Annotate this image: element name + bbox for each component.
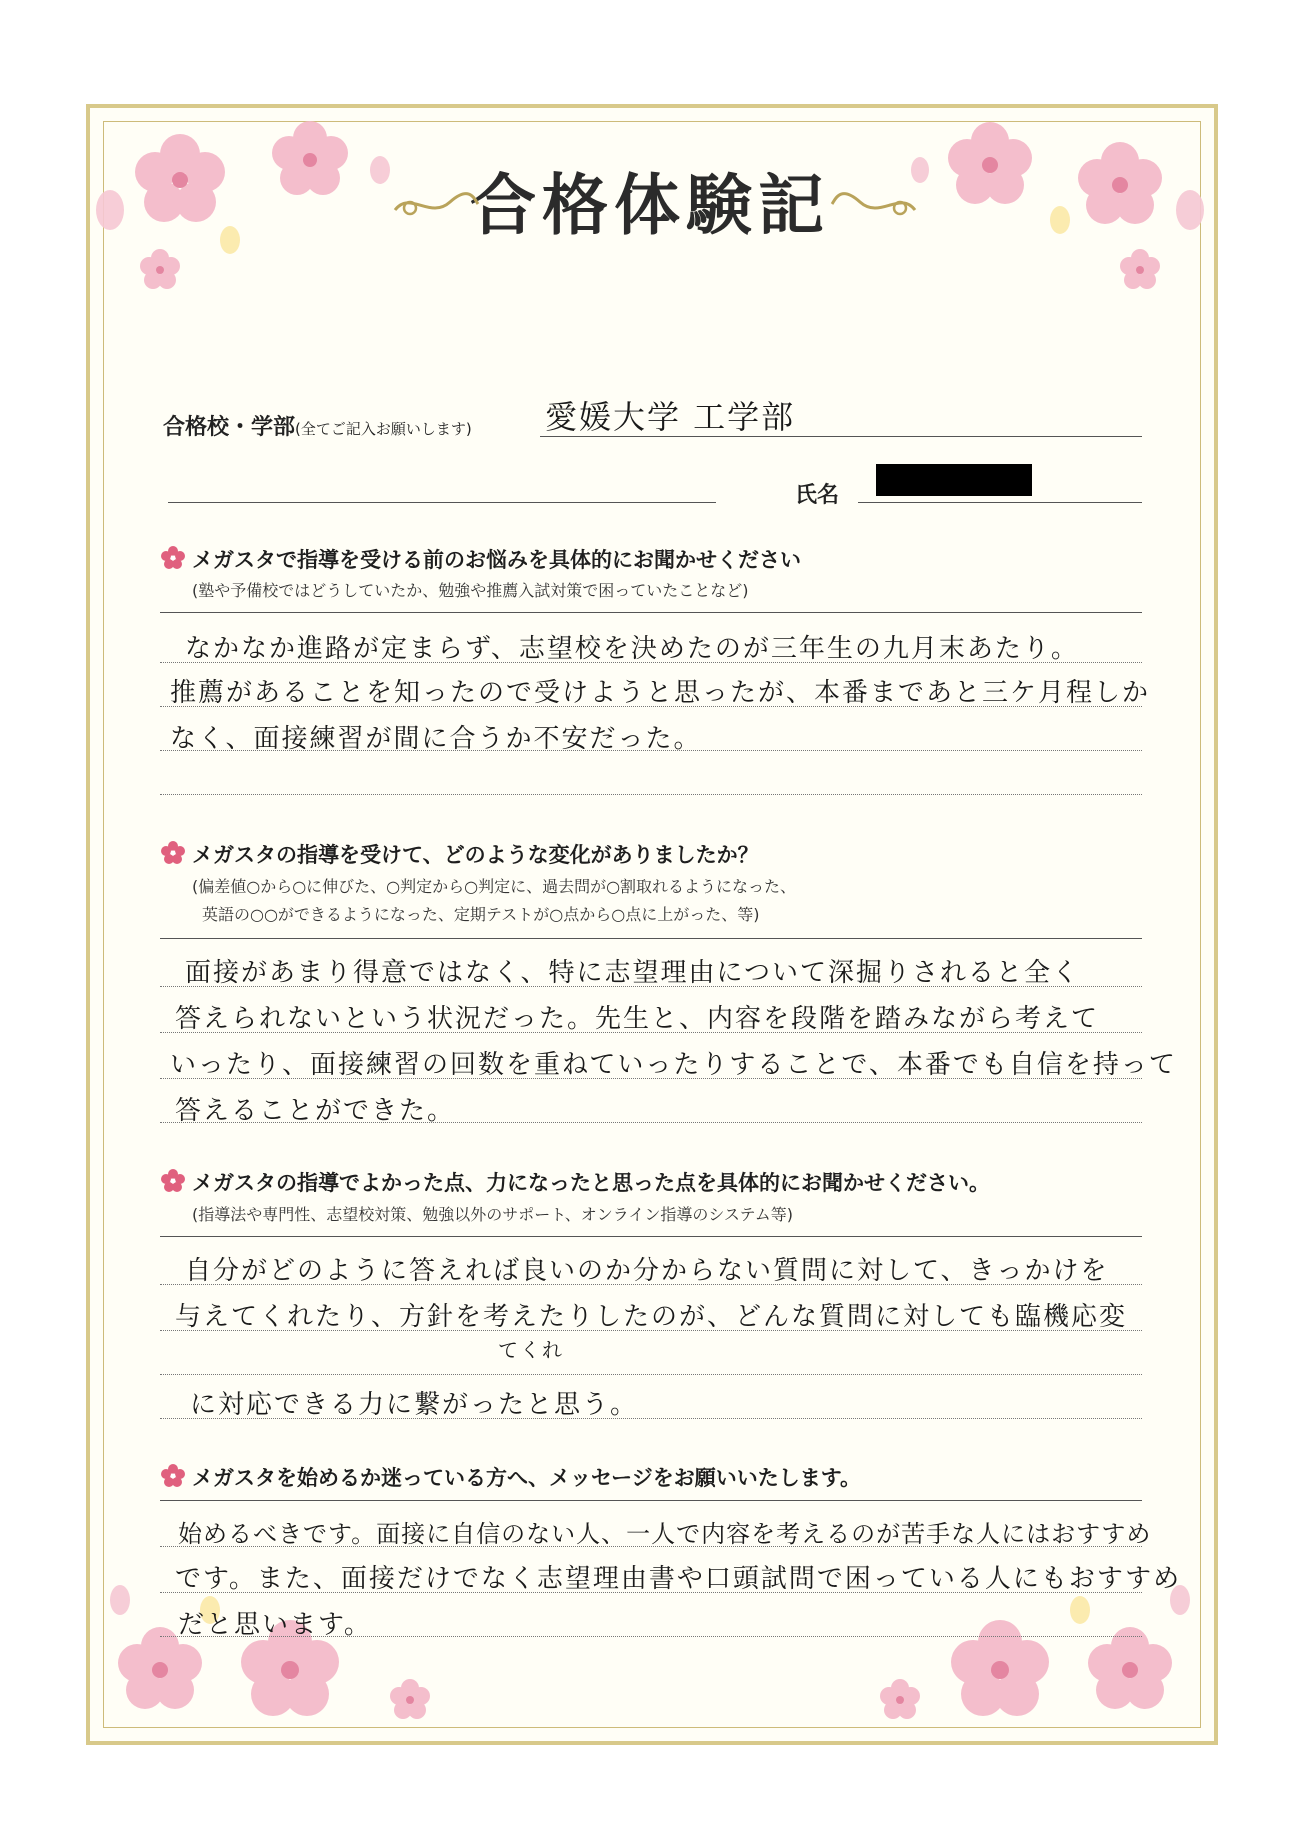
ruled-line [160,1284,1142,1285]
question-2-heading: メガスタの指導を受けて、どのような変化がありましたか？ [192,843,759,867]
school-label [163,410,472,441]
sakura-bullet-icon [160,840,186,866]
answer-4-line-2: です。また、面接だけでなく志望理由書や口頭試問で困っている人にもおすすめ [175,1564,1182,1594]
answer-2-line-4: 答えることができた。 [175,1096,456,1126]
answer-2-line-2: 答えられないという状況だった。先生と、内容を段階を踏みながら考えて [175,1004,1100,1034]
sakura-bullet-icon [160,1463,186,1489]
question-1-note: (塾や予備校ではどうしていたか、勉強や推薦入試対策で困っていたことなど) [192,581,749,600]
ruled-line [160,1374,1142,1375]
question-1-top-line [160,612,1142,613]
answer-3-line-2: 与えてくれたり、方針を考えたりしたのが、どんな質問に対しても臨機応変 [175,1302,1128,1332]
ruled-line [160,794,1142,795]
question-3-note: (指導法や専門性、志望校対策、勉強以外のサポート、オンライン指導のシステム等) [192,1205,793,1224]
ruled-line [160,1330,1142,1331]
ruled-line [160,1592,1142,1593]
answer-3-insertion: てくれ [498,1338,564,1362]
flourish-right-icon [830,190,920,220]
ruled-line [160,1636,1142,1637]
ruled-line [160,1546,1142,1547]
sakura-bullet-icon [160,545,186,571]
ruled-line [160,1032,1142,1033]
ruled-line [160,706,1142,707]
name-redaction [876,464,1032,496]
answer-3-line-4: に対応できる力に繋がったと思う。 [190,1390,639,1420]
ruled-line [160,1078,1142,1079]
question-4-heading: メガスタを始めるか迷っている方へ、メッセージをお願いいたします。 [192,1466,862,1490]
question-3-heading: メガスタの指導でよかった点、力になったと思った点を具体的にお聞かせください。 [192,1171,990,1195]
ruled-line [160,750,1142,751]
answer-3-line-1: 自分がどのように答えれば良いのか分からない質問に対して、きっかけを [185,1256,1109,1286]
name-label: 氏名 [795,483,840,508]
school-label-text: 合格校・学部 [163,415,296,440]
question-4-top-line [160,1500,1142,1501]
question-1-heading: メガスタで指導を受ける前のお悩みを具体的にお聞かせください [192,548,801,572]
name-underline [858,502,1142,503]
answer-1-line-2: 推薦があることを知ったので受けようと思ったが、本番まであと三ケ月程しか [170,678,1151,708]
question-3-top-line [160,1236,1142,1237]
flourish-left-icon [390,190,480,220]
ruled-line [160,1418,1142,1419]
ruled-line [160,1122,1142,1123]
school-value: 愛媛大学 工学部 [545,398,796,436]
ruled-line [160,662,1142,663]
question-2-note-2: 英語の○○ができるようになった、定期テストが○点から○点に上がった、等) [202,905,760,924]
answer-2-line-3: いったり、面接練習の回数を重ねていったりすることで、本番でも自信を持って [170,1050,1177,1080]
page-title: 合格体験記 [470,166,830,244]
answer-1-line-3: なく、面接練習が間に合うか不安だった。 [170,724,702,754]
school-underline [540,436,1142,437]
answer-2-line-1: 面接があまり得意ではなく、特に志望理由について深掘りされると全く [185,958,1080,988]
answer-1-line-1: なかなか進路が定まらず、志望校を決めたのが三年生の九月末あたり。 [185,634,1079,664]
answer-4-line-3: だと思います。 [178,1610,372,1640]
question-2-top-line [160,938,1142,939]
school-label-note: (全てご記入お願いします) [295,420,472,438]
sakura-bullet-icon [160,1168,186,1194]
question-2-note-1: (偏差値○から○に伸びた、○判定から○判定に、過去問が○割取れるようになった、 [192,877,797,896]
answer-4-line-1: 始めるべきです。面接に自信のない人、一人で内容を考えるのが苦手な人にはおすすめ [178,1520,1152,1548]
school-second-line [168,502,716,503]
ruled-line [160,986,1142,987]
